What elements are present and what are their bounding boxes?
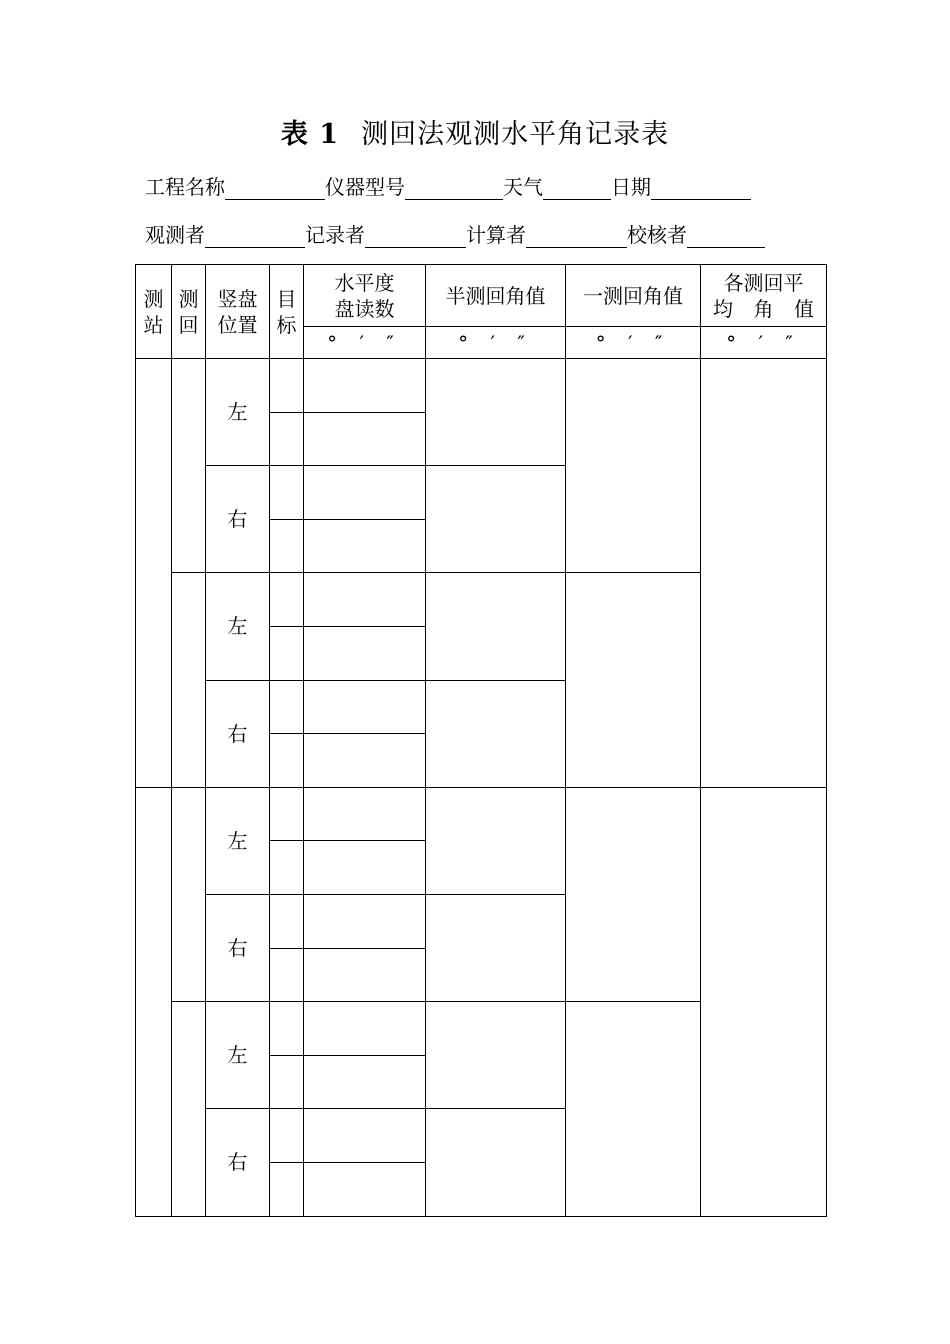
reading-cell[interactable]	[304, 894, 426, 948]
round-cell[interactable]	[172, 573, 206, 787]
calculator-label: 计算者	[466, 223, 526, 247]
one-round-cell[interactable]	[566, 573, 701, 787]
face-right-cell: 右	[206, 894, 270, 1001]
reading-cell[interactable]	[304, 412, 426, 466]
table-row	[136, 787, 827, 841]
table-title: 测回法观测水平角记录表	[361, 119, 670, 150]
header-station: 测 站	[136, 265, 172, 359]
average-cell[interactable]	[701, 359, 827, 788]
target-cell[interactable]	[270, 466, 304, 520]
half-round-cell[interactable]	[426, 573, 566, 680]
info-row-personnel	[145, 220, 765, 248]
header-reading: 水平度 盘读数	[304, 265, 426, 327]
unit-one-round: ° ′ ″	[566, 327, 701, 359]
date-label: 日期	[611, 175, 651, 199]
target-cell[interactable]	[270, 1162, 304, 1216]
header-target: 目 标	[270, 265, 304, 359]
header-half-round: 半测回角值	[426, 265, 566, 327]
unit-average: ° ′ ″	[701, 327, 827, 359]
project-name-field[interactable]	[225, 173, 325, 200]
reading-cell[interactable]	[304, 1002, 426, 1056]
face-left-cell: 左	[206, 359, 270, 466]
one-round-cell[interactable]	[566, 1002, 701, 1216]
half-round-cell[interactable]	[426, 466, 566, 573]
table-number: 表 1	[280, 119, 340, 150]
checker-field[interactable]	[687, 221, 765, 248]
target-cell[interactable]	[270, 948, 304, 1002]
target-cell[interactable]	[270, 841, 304, 895]
checker-label: 校核者	[627, 223, 687, 247]
header-average: 各测回平 均 角 值	[701, 265, 827, 327]
average-cell[interactable]	[701, 787, 827, 1216]
round-cell[interactable]	[172, 1002, 206, 1216]
round-cell[interactable]	[172, 787, 206, 1001]
header-face: 竖盘 位置	[206, 265, 270, 359]
reading-cell[interactable]	[304, 466, 426, 520]
face-right-cell: 右	[206, 1109, 270, 1216]
face-left-cell: 左	[206, 1002, 270, 1109]
target-cell[interactable]	[270, 573, 304, 627]
unit-reading: ° ′ ″	[304, 327, 426, 359]
table-row	[136, 359, 827, 413]
header-one-round: 一测回角值	[566, 265, 701, 327]
observer-field[interactable]	[205, 221, 305, 248]
reading-cell[interactable]	[304, 734, 426, 788]
calculator-field[interactable]	[526, 221, 627, 248]
round-cell[interactable]	[172, 359, 206, 573]
reading-cell[interactable]	[304, 1055, 426, 1109]
info-row-project	[145, 172, 751, 200]
target-cell[interactable]	[270, 680, 304, 734]
page-title	[0, 112, 950, 151]
target-cell[interactable]	[270, 894, 304, 948]
angle-record-table	[135, 264, 827, 1217]
half-round-cell[interactable]	[426, 787, 566, 894]
half-round-cell[interactable]	[426, 894, 566, 1001]
target-cell[interactable]	[270, 1055, 304, 1109]
reading-cell[interactable]	[304, 680, 426, 734]
one-round-cell[interactable]	[566, 787, 701, 1001]
target-cell[interactable]	[270, 787, 304, 841]
instrument-model-field[interactable]	[405, 173, 503, 200]
reading-cell[interactable]	[304, 359, 426, 413]
half-round-cell[interactable]	[426, 680, 566, 787]
recorder-field[interactable]	[365, 221, 466, 248]
target-cell[interactable]	[270, 1109, 304, 1163]
face-right-cell: 右	[206, 466, 270, 573]
target-cell[interactable]	[270, 626, 304, 680]
half-round-cell[interactable]	[426, 1002, 566, 1109]
reading-cell[interactable]	[304, 841, 426, 895]
one-round-cell[interactable]	[566, 359, 701, 573]
reading-cell[interactable]	[304, 573, 426, 627]
reading-cell[interactable]	[304, 626, 426, 680]
observer-label: 观测者	[145, 223, 205, 247]
reading-cell[interactable]	[304, 1109, 426, 1163]
reading-cell[interactable]	[304, 1162, 426, 1216]
target-cell[interactable]	[270, 734, 304, 788]
face-left-cell: 左	[206, 573, 270, 680]
target-cell[interactable]	[270, 359, 304, 413]
weather-label: 天气	[503, 175, 543, 199]
target-cell[interactable]	[270, 519, 304, 573]
project-name-label: 工程名称	[145, 175, 225, 199]
face-left-cell: 左	[206, 787, 270, 894]
target-cell[interactable]	[270, 412, 304, 466]
header-row-1	[136, 265, 827, 327]
half-round-cell[interactable]	[426, 359, 566, 466]
instrument-model-label: 仪器型号	[325, 175, 405, 199]
weather-field[interactable]	[543, 173, 611, 200]
target-cell[interactable]	[270, 1002, 304, 1056]
recorder-label: 记录者	[305, 223, 365, 247]
reading-cell[interactable]	[304, 787, 426, 841]
station-cell[interactable]	[136, 359, 172, 788]
unit-half-round: ° ′ ″	[426, 327, 566, 359]
half-round-cell[interactable]	[426, 1109, 566, 1216]
station-cell[interactable]	[136, 787, 172, 1216]
reading-cell[interactable]	[304, 519, 426, 573]
reading-cell[interactable]	[304, 948, 426, 1002]
face-right-cell: 右	[206, 680, 270, 787]
date-field[interactable]	[651, 173, 751, 200]
header-round: 测 回	[172, 265, 206, 359]
